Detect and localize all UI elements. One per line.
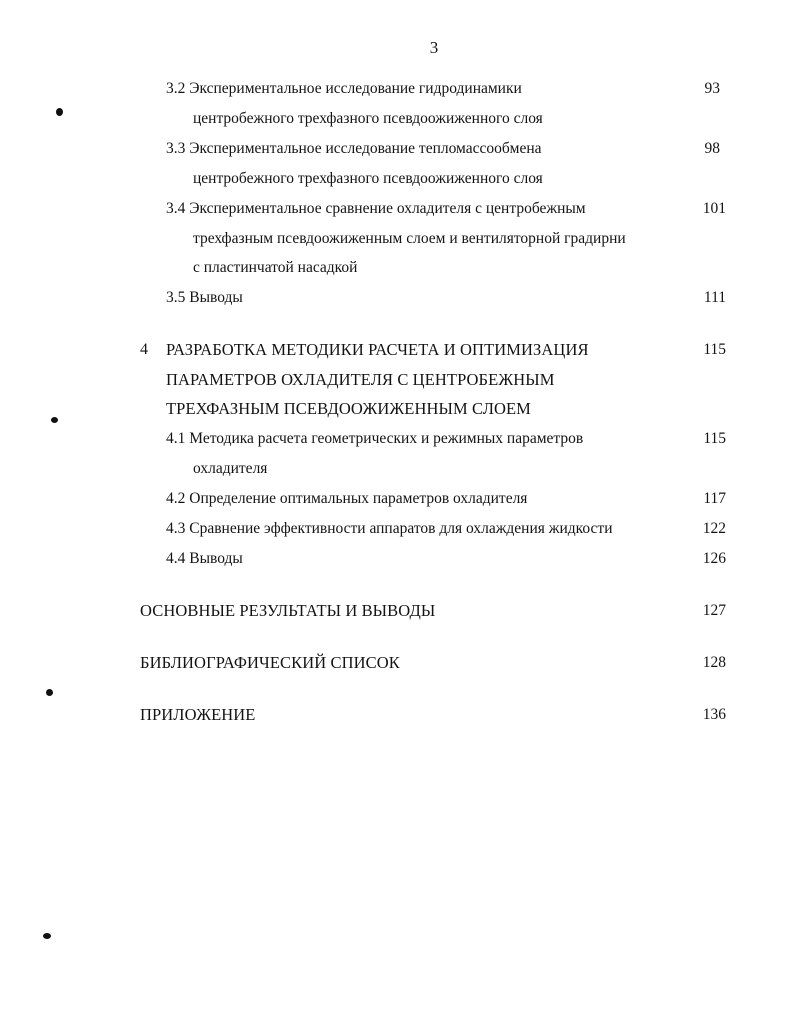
toc-3-3-line-2: центробежного трехфазного псевдоожиженного слоя — [193, 170, 543, 187]
toc-bibliography-page: 128 — [702, 654, 726, 671]
toc-chapter-4-line-2: ПАРАМЕТРОВ ОХЛАДИТЕЛЯ С ЦЕНТРОБЕЖНЫМ — [166, 370, 555, 389]
scan-speck — [46, 689, 53, 696]
toc-chapter-4-number: 4 — [140, 341, 148, 358]
toc-results-page: 127 — [702, 602, 726, 619]
toc-3-2-page: 93 — [704, 80, 720, 97]
scan-speck — [56, 108, 63, 116]
toc-4-2-line-1: 4.2 Определение оптимальных параметров охладителя — [166, 490, 528, 507]
toc-4-4-line-1: 4.4 Выводы — [166, 550, 243, 567]
toc-results-title: ОСНОВНЫЕ РЕЗУЛЬТАТЫ И ВЫВОДЫ — [140, 601, 436, 620]
toc-3-4-line-1: 3.4 Экспериментальное сравнение охладителя с центробежным — [166, 200, 586, 217]
page-number: 3 — [429, 38, 439, 57]
scan-speck — [43, 933, 51, 939]
toc-3-2-line-1: 3.2 Экспериментальное исследование гидродинамики — [166, 80, 522, 97]
toc-3-5-line-1: 3.5 Выводы — [166, 289, 243, 306]
scan-speck — [51, 417, 58, 423]
toc-appendix-page: 136 — [702, 706, 726, 723]
toc-4-4-page: 126 — [702, 550, 726, 567]
toc-bibliography-title: БИБЛИОГРАФИЧЕСКИЙ СПИСОК — [140, 653, 400, 672]
toc-3-4-line-2: трехфазным псевдоожиженным слоем и вентиляторной градирни — [193, 230, 626, 247]
toc-3-4-line-3: с пластинчатой насадкой — [193, 259, 358, 276]
toc-appendix-title: ПРИЛОЖЕНИЕ — [140, 705, 256, 724]
toc-3-4-page: 101 — [702, 200, 726, 217]
toc-chapter-4-page: 115 — [703, 341, 726, 358]
toc-4-1-page: 115 — [703, 430, 726, 447]
toc-3-2-line-2: центробежного трехфазного псевдоожиженного слоя — [193, 110, 543, 127]
toc-3-3-page: 98 — [704, 140, 720, 157]
toc-4-1-line-1: 4.1 Методика расчета геометрических и режимных параметров — [166, 430, 584, 447]
toc-3-3-line-1: 3.3 Экспериментальное исследование тепломассообмена — [166, 140, 542, 157]
toc-4-3-line-1: 4.3 Сравнение эффективности аппаратов для охлаждения жидкости — [166, 520, 613, 537]
toc-4-3-page: 122 — [702, 520, 726, 537]
toc-4-2-page: 117 — [703, 490, 726, 507]
toc-3-5-page: 111 — [703, 289, 726, 306]
toc-chapter-4-line-3: ТРЕХФАЗНЫМ ПСЕВДООЖИЖЕННЫМ СЛОЕМ — [166, 399, 531, 418]
toc-chapter-4-line-1: РАЗРАБОТКА МЕТОДИКИ РАСЧЕТА И ОПТИМИЗАЦИЯ — [166, 340, 589, 359]
toc-4-1-line-2: охладителя — [193, 460, 268, 477]
